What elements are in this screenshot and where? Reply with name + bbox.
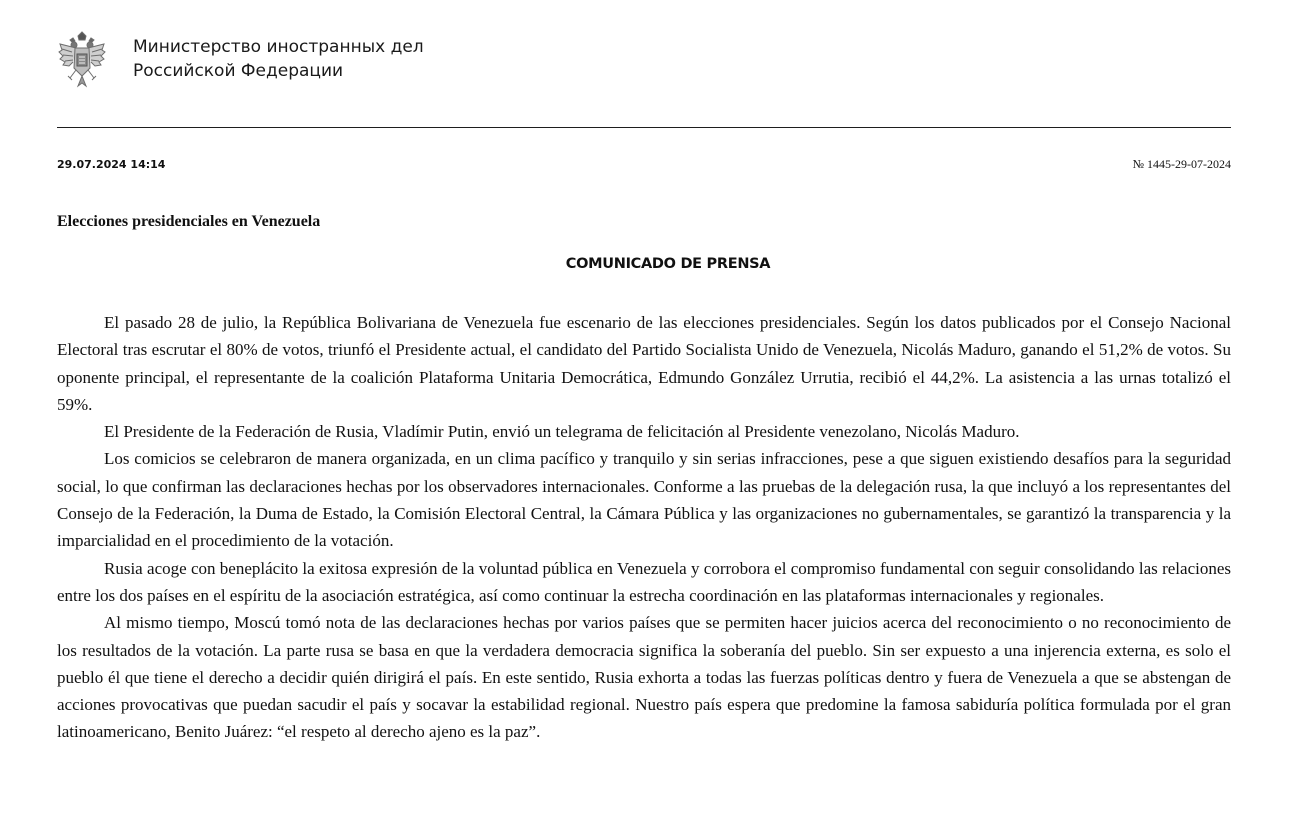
ministry-name-line2: Российской Федерации (133, 61, 344, 81)
ministry-name-line1: Министерство иностранных дел (133, 37, 424, 57)
press-release-heading: COMUNICADO DE PRENSA (565, 256, 771, 272)
header-divider (57, 127, 1231, 128)
body-paragraph: El Presidente de la Federación de Rusia, Vladímir Putin, envió un telegrama de felicitación al Presidente venezolano, Nicolás Maduro. (104, 422, 1020, 442)
document-body (57, 309, 1231, 746)
page-header (56, 30, 424, 90)
document-title: Elecciones presidenciales en Venezuela (57, 213, 321, 230)
ministry-name (133, 35, 424, 83)
body-paragraph: Rusia acoge con beneplácito la exitosa expresión de la voluntad pública en Venezuela y corrobora el compromiso fundamental con seguir consolidando las relaciones entre los dos países en el espíritu de la asociación estratégica, así como continuar la estrecha coordinación en las plataformas internacionales y regionales. (57, 558, 1231, 605)
publication-datetime: 29.07.2024 14:14 (57, 158, 166, 171)
body-paragraph: Los comicios se celebraron de manera organizada, en un clima pacífico y tranquilo y sin serias infracciones, pese a que siguen existiendo desafíos para la seguridad social, lo que confirman las declaraciones hechas por los observadores internacionales. Conforme a las pruebas de la delegación rusa, la que incluyó a los representantes del Consejo de la Federación, la Duma de Estado, la Comisión Electoral Central, la Cámara Pública y las organizaciones no gubernamentales, se garantizó la transparencia y la imparcialidad en el procedimiento de la votación. (57, 449, 1231, 551)
body-paragraph: El pasado 28 de julio, la República Bolivariana de Venezuela fue escenario de las elecciones presidenciales. Según los datos publicados por el Consejo Nacional Electoral tras escrutar el 80% de votos, triunfó el Presidente actual, el candidato del Partido Socialista Unido de Venezuela, Nicolás Maduro, ganando el 51,2% de votos. Su oponente principal, el representante de la coalición Plataforma Unitaria Democrática, Edmundo González Urrutia, recibió el 44,2%. La asistencia a las urnas totalizó el 59%. (57, 313, 1231, 414)
body-paragraph: Al mismo tiempo, Moscú tomó nota de las declaraciones hechas por varios países que se permiten hacer juicios acerca del reconocimiento o no reconocimiento de los resultados de la votación. La parte rusa se basa en que la verdadera democracia significa la soberanía del pueblo. Sin ser expuesto a una injerencia externa, es solo el pueblo él que tiene el derecho a decidir quién dirigirá el país. En este sentido, Rusia exhorta a todas las fuerzas políticas dentro y fuera de Venezuela a que se abstengan de acciones provocativas que puedan sacudir el país y socavar la estabilidad regional. Nuestro país espera que predomine la famosa sabiduría política formulada por el gran latinoamericano, Benito Juárez: “el respeto al derecho ajeno es la paz”. (57, 613, 1231, 742)
russian-coat-of-arms-icon (56, 30, 108, 90)
document-number: № 1445-29-07-2024 (1132, 157, 1231, 171)
